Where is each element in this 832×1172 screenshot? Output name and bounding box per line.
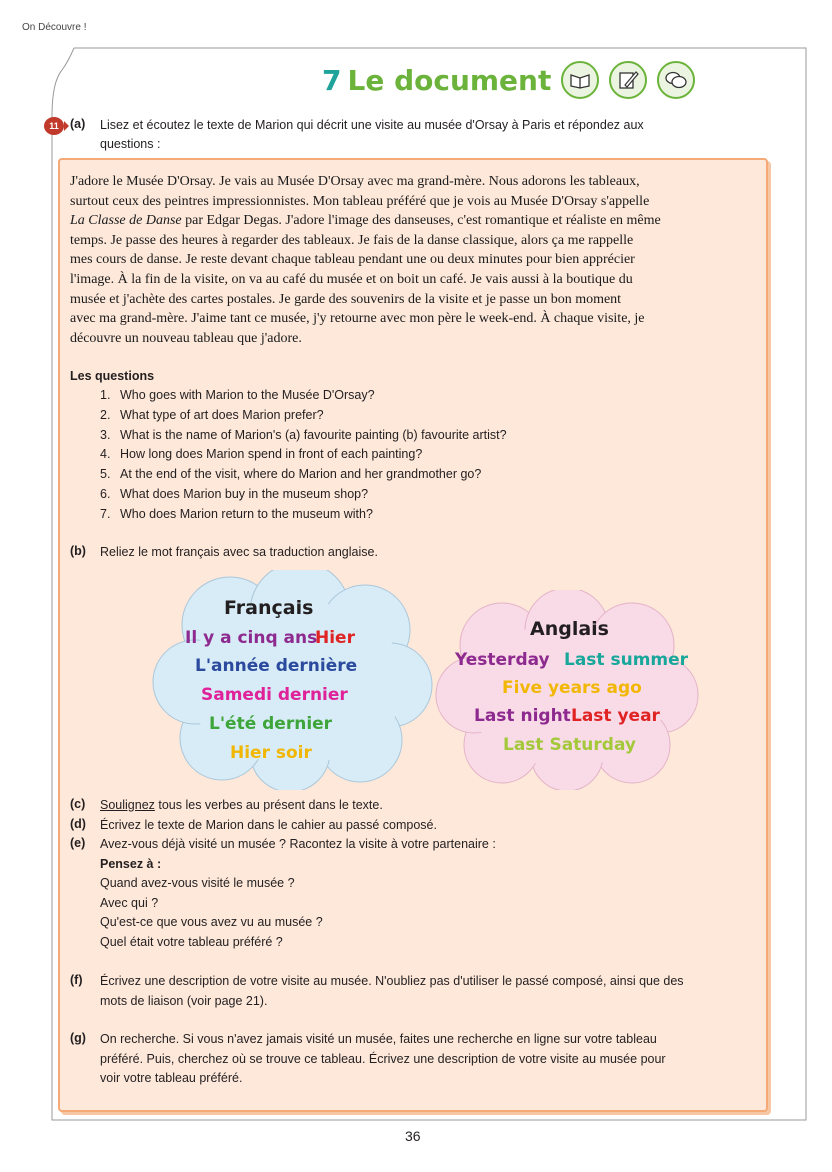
passage-line: J'adore le Musée D'Orsay. Je vais au Musée D'Orsay avec ma grand-mère. Nous adorons les tableaux,	[70, 174, 640, 189]
french-word: Il y a cinq ans	[185, 628, 318, 648]
section-number: 7	[322, 63, 342, 97]
part-b-instruction: Reliez le mot français avec sa traduction anglaise.	[100, 545, 378, 559]
part-e-label: (e)	[70, 836, 86, 850]
english-word: Last Saturday	[503, 735, 636, 755]
part-a-instruction-2: questions :	[100, 137, 161, 151]
reading-icon	[561, 61, 599, 99]
part-g-body: On recherche. Si vous n'avez jamais visité un musée, faites une recherche en ligne sur votre tableau préféré. Puis, cherchez où se trouve ce tableau. Écrivez une description de votre visite au musée pour voir votre tableau préféré.	[100, 1032, 666, 1085]
french-word: Samedi dernier	[201, 685, 348, 705]
question-item: 4. How long does Marion spend in front of each painting?	[100, 447, 423, 462]
french-cloud-title: Français	[224, 597, 314, 619]
question-item: 1. Who goes with Marion to the Musée D'Orsay?	[100, 388, 375, 402]
part-g-label: (g)	[70, 1031, 86, 1045]
passage-line: temps. Je passe des heures à regarder des tableaux. Je fais de la danse classique, alors ça me rappelle	[70, 232, 634, 248]
prompt-line: Quand avez-vous visité le musée ?	[100, 876, 295, 890]
english-word: Yesterday	[455, 650, 550, 670]
questions-list	[100, 386, 507, 525]
french-word: Hier	[315, 628, 355, 648]
questions-title: Les questions	[70, 369, 155, 383]
track-arrow-icon	[64, 121, 69, 131]
question-item: 7. Who does Marion return to the museum with?	[100, 506, 373, 521]
prompt-line: Quel était votre tableau préféré ?	[100, 934, 283, 949]
question-item: 6. What does Marion buy in the museum shop?	[100, 486, 369, 501]
section-title	[322, 60, 695, 100]
english-cloud-title: Anglais	[530, 618, 609, 640]
passage-line: La Classe de Danse par Edgar Degas. J'adore l'image des danseuses, c'est romantique et réaliste en même	[70, 213, 661, 229]
question-item: 2. What type of art does Marion prefer?	[100, 407, 324, 422]
french-word: Hier soir	[230, 743, 312, 763]
part-f-body: Écrivez une description de votre visite au musée. N'oubliez pas d'utiliser le passé composé, ainsi que des mots de liaison (voir page 21).	[100, 974, 684, 1008]
passage-line: découvre un nouveau tableau que j'adore.	[70, 330, 302, 346]
passage-line: l'image. À la fin de la visite, on va au café du musée et on boit un café. Je vais aussi à la boutique du	[70, 271, 633, 287]
series-header: On Découvre !	[22, 22, 87, 33]
writing-icon	[609, 61, 647, 99]
part-f-label: (f)	[70, 973, 83, 987]
passage-line: surtout ceux des peintres impressionnistes. Mon tableau préféré que je vois au Musée D'Orsay s'appelle	[70, 193, 650, 209]
part-d-label: (d)	[70, 817, 86, 831]
marion-text	[70, 172, 734, 348]
part-a-label: (a)	[70, 117, 86, 131]
painting-title: La Classe de Danse	[70, 213, 182, 229]
english-word: Last year	[571, 706, 660, 726]
french-word: L'année dernière	[195, 656, 358, 676]
think-about-label: Pensez à :	[100, 856, 162, 871]
question-item: 3. What is the name of Marion's (a) favourite painting (b) favourite artist?	[100, 427, 507, 442]
prompt-line: Avec qui ?	[100, 895, 159, 910]
part-c-instruction: Soulignez tous les verbes au présent dans le texte.	[100, 798, 383, 812]
part-e-body: Avez-vous déjà visité un musée ? Racontez la visite à votre partenaire : Pensez à : Quand avez-vous visité le musée ? Avec qui ? Qu'est-ce que vous avez vu au musée ? Quel était votre tableau préféré ?	[100, 835, 496, 952]
part-d-instruction: Écrivez le texte de Marion dans le cahier au passé composé.	[100, 818, 437, 832]
english-word: Last night	[474, 706, 571, 726]
french-word: L'été dernier	[209, 714, 333, 734]
part-a-instruction: Lisez et écoutez le texte de Marion qui décrit une visite au musée d'Orsay à Paris et répondez aux	[100, 118, 644, 132]
passage-line: musée et j'achète des cartes postales. Je garde des souvenirs de la visite et je passe un bon moment	[70, 291, 622, 307]
audio-track-badge: 11	[44, 117, 64, 135]
passage-line: avec ma grand-mère. J'aime tant ce musée, j'y retourne avec mon père le week-end. À chaque visite, je	[70, 311, 645, 327]
section-heading: Le document	[347, 63, 552, 97]
part-c-label: (c)	[70, 797, 86, 811]
question-item: 5. At the end of the visit, where do Marion and her grandmother go?	[100, 467, 482, 482]
speaking-icon	[657, 61, 695, 99]
english-word: Five years ago	[502, 678, 642, 698]
english-word: Last summer	[564, 650, 689, 670]
part-b-label: (b)	[70, 544, 86, 558]
passage-line: mes cours de danse. Je reste devant chaque tableau pendant une ou deux minutes pour bien apprécier	[70, 252, 635, 268]
prompt-line: Qu'est-ce que vous avez vu au musée ?	[100, 915, 323, 929]
page-number: 36	[405, 1128, 421, 1144]
